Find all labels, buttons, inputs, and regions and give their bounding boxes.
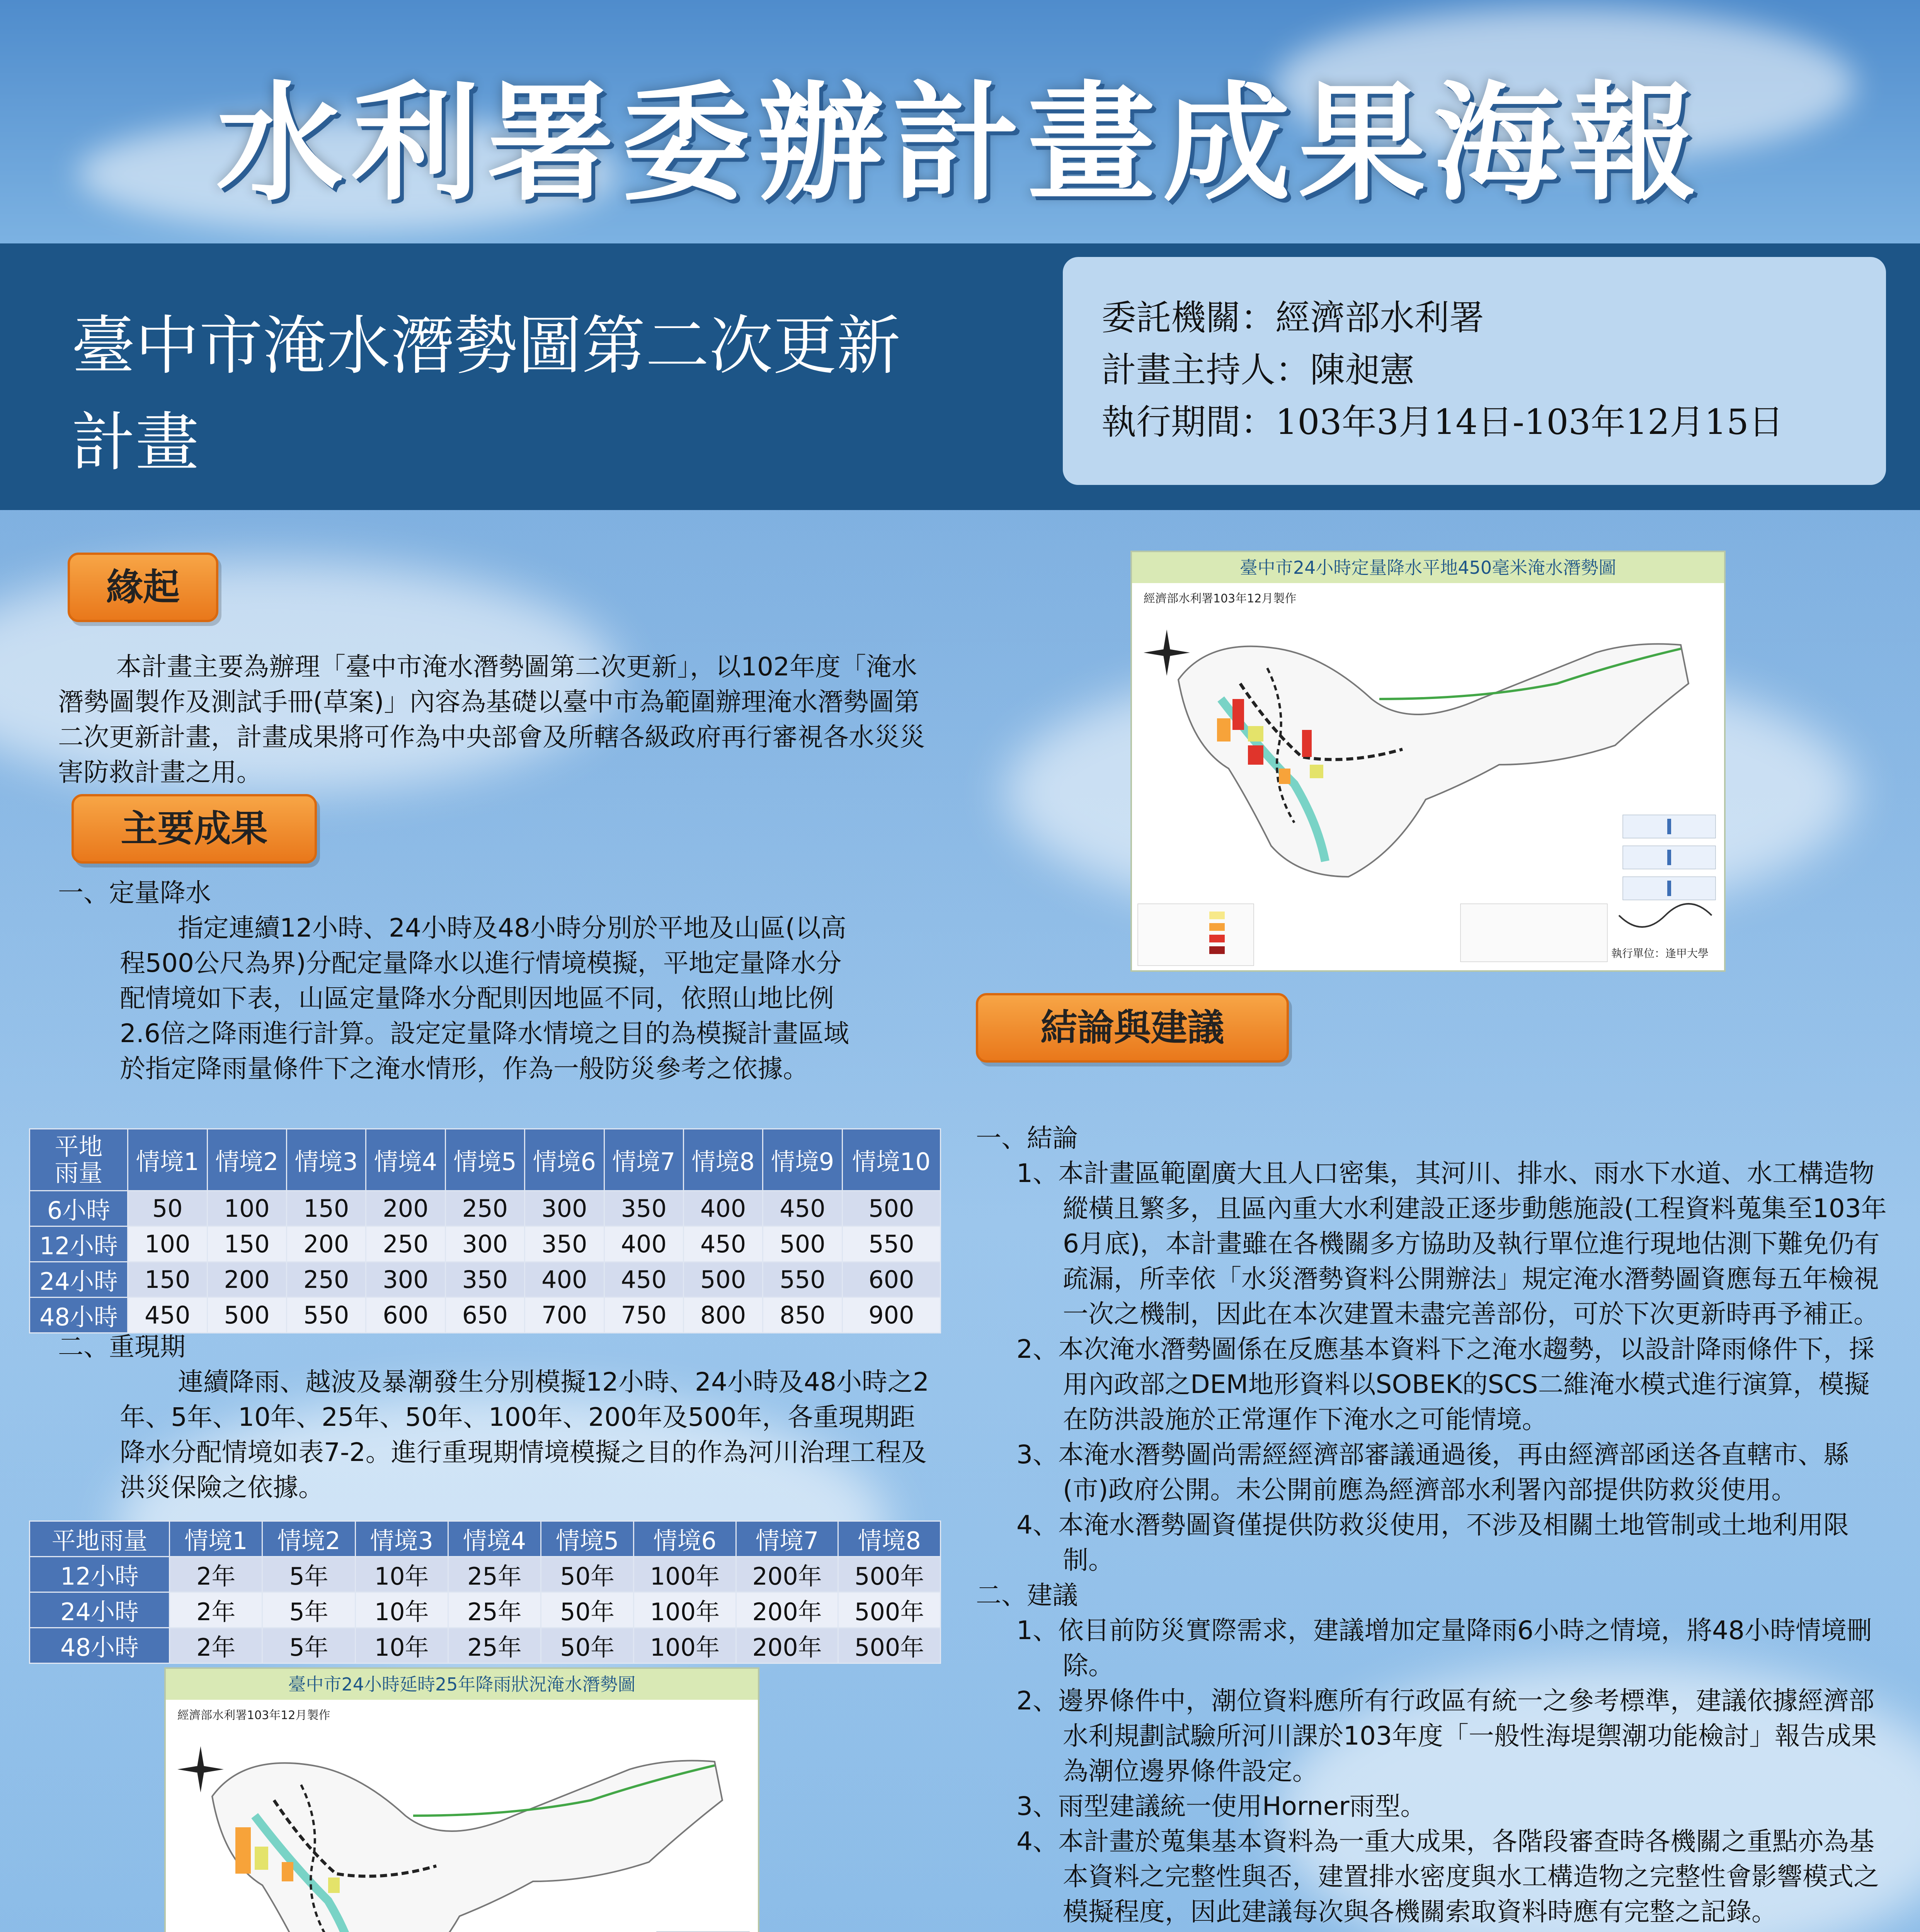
suggestion-heading: 二、建議 [976, 1580, 1078, 1610]
table-cell: 200年 [736, 1592, 838, 1628]
table-cell: 500年 [838, 1628, 941, 1663]
map2-subtitle: 經濟部水利署103年12月製作 [177, 1709, 330, 1722]
table-cell: 600 [366, 1298, 445, 1333]
table-cell: 400 [604, 1226, 683, 1262]
project-title: 臺中市淹水潛勢圖第二次更新計畫 [71, 309, 900, 480]
table-cell: 25年 [448, 1628, 541, 1663]
table-cell: 2年 [170, 1592, 262, 1628]
table-cell: 100 [207, 1191, 286, 1226]
table-cell: 200 [366, 1191, 445, 1226]
table-cell: 100年 [634, 1628, 736, 1663]
table2-header: 情境1 [170, 1521, 262, 1557]
table-row [30, 1226, 941, 1262]
table-cell: 100年 [634, 1592, 736, 1628]
period-line: 執行期間：103年3月14日-103年12月15日 [1101, 402, 1784, 442]
return-period-heading: 二、重現期 [58, 1332, 186, 1362]
table-cell: 25年 [448, 1557, 541, 1592]
table1-header: 情境7 [604, 1129, 683, 1191]
table-cell: 750 [604, 1298, 683, 1333]
table1-corner-line1: 平地 [54, 1132, 103, 1161]
table-cell: 50 [128, 1191, 207, 1226]
table1-corner-line2: 雨量 [54, 1158, 103, 1187]
table-cell: 100年 [634, 1557, 736, 1592]
table-cell: 10年 [355, 1628, 448, 1663]
row-label: 48小時 [30, 1298, 128, 1333]
table-cell: 250 [445, 1191, 524, 1226]
table1-header: 情境4 [366, 1129, 445, 1191]
map1-title: 臺中市24小時定量降水平地450毫米淹水潛勢圖 [1132, 552, 1724, 583]
table1-header: 情境10 [842, 1129, 940, 1191]
row-label: 12小時 [30, 1557, 170, 1592]
row-label: 6小時 [30, 1191, 128, 1226]
table-cell: 150 [286, 1191, 366, 1226]
table-cell: 500 [683, 1262, 763, 1298]
table-cell: 400 [525, 1262, 604, 1298]
table-cell: 550 [842, 1226, 940, 1262]
flood-map-450mm [1130, 551, 1726, 972]
conclusion-item: 3、本淹水潛勢圖尚需經經濟部審議通過後，再由經濟部函送各直轄市、縣(市)政府公開。未公開前應為經濟部水利署內部提供防救災使用。 [1016, 1440, 1849, 1505]
host-line: 計畫主持人：陳昶憲 [1101, 350, 1414, 390]
flood-map-25yr [164, 1667, 759, 1932]
table2-header: 情境4 [448, 1521, 541, 1557]
agency-line: 委託機關：經濟部水利署 [1101, 298, 1484, 338]
table2-header: 情境7 [736, 1521, 838, 1557]
table-cell: 200年 [736, 1628, 838, 1663]
table-cell: 200年 [736, 1557, 838, 1592]
table-cell: 5年 [262, 1557, 355, 1592]
section-conclusion-label: 結論與建議 [976, 993, 1289, 1063]
table-cell: 850 [763, 1298, 842, 1333]
table-cell: 200 [286, 1226, 366, 1262]
return-period-text: 連續降雨、越波及暴潮發生分別模擬12小時、24小時及48小時之2年、5年、10年、25年、50年、100年、200年及500年，各重現期距降水分配情境如表7-2。進行重現期情境模擬之目的作為河川治理工程及洪災保險之依據。 [120, 1367, 929, 1502]
table-cell: 50年 [541, 1592, 634, 1628]
table2-header: 情境8 [838, 1521, 941, 1557]
table-cell: 350 [525, 1226, 604, 1262]
table-cell: 800 [683, 1298, 763, 1333]
table-cell: 650 [445, 1298, 524, 1333]
compass-icon [177, 1746, 224, 1793]
table-cell: 500 [842, 1191, 940, 1226]
table2-body [30, 1557, 941, 1663]
table-cell: 500 [763, 1226, 842, 1262]
table-cell: 25年 [448, 1592, 541, 1628]
table-cell: 350 [604, 1191, 683, 1226]
table-row [30, 1592, 941, 1628]
table-row [30, 1298, 941, 1333]
poster-title: 水利署委辦計畫成果海報 [216, 68, 1704, 218]
table1-header: 情境2 [207, 1129, 286, 1191]
table2-header: 情境2 [262, 1521, 355, 1557]
origin-text-block [58, 649, 928, 790]
row-label: 48小時 [30, 1628, 170, 1663]
table-cell: 500年 [838, 1557, 941, 1592]
table-cell: 50年 [541, 1628, 634, 1663]
table1-header: 情境9 [763, 1129, 842, 1191]
conclusion-item: 1、本計畫區範圍廣大且人口密集，其河川、排水、雨水下水道、水工構造物縱橫且繁多，且區內重大水利建設正逐步動態施設(工程資料蒐集至103年6月底)，本計畫雖在各機關多方協助及執行單位進行現地估測下難免仍有疏漏，所幸依「水災潛勢資料公開辦法」規定淹水潛勢圖資應每五年檢視一次之機制，因此在本次建置未盡完善部份，可於下次更新時再予補正。 [1016, 1158, 1887, 1329]
rain-block [58, 875, 862, 1086]
table-cell: 10年 [355, 1557, 448, 1592]
table-cell: 50年 [541, 1557, 634, 1592]
conclusion-heading: 一、結論 [976, 1123, 1078, 1153]
table1-header: 情境5 [445, 1129, 524, 1191]
table-cell: 500年 [838, 1592, 941, 1628]
table-cell: 250 [286, 1262, 366, 1298]
table-cell: 100 [128, 1226, 207, 1262]
table-row [30, 1557, 941, 1592]
table1-body [30, 1191, 941, 1333]
histogram-panels [1623, 815, 1716, 900]
table-cell: 550 [286, 1298, 366, 1333]
rainfall-scenario-table [29, 1128, 941, 1333]
table-cell: 10年 [355, 1592, 448, 1628]
conclusion-block [976, 1121, 1892, 1932]
suggestion-item [976, 1929, 1892, 1932]
suggestion-item: 2、邊界條件中，潮位資料應所有行政區有統一之參考標準，建議依據經濟部水利規劃試驗所河川課於103年度「一般性海堤禦潮功能檢討」報告成果為潮位邊界條件設定。 [1016, 1686, 1877, 1786]
legend-panel [1138, 904, 1254, 966]
conclusion-item: 2、本次淹水潛勢圖係在反應基本資料下之淹水趨勢，以設計降雨條件下，採用內政部之DEM地形資料以SOBEK的SCS二維淹水模式進行演算，模擬在防洪設施於正常運作下淹水之可能情境。 [1016, 1334, 1874, 1434]
table-cell: 2年 [170, 1557, 262, 1592]
table-row [30, 1262, 941, 1298]
row-label: 24小時 [30, 1592, 170, 1628]
table-cell: 200 [207, 1262, 286, 1298]
row-label: 24小時 [30, 1262, 128, 1298]
compass-icon [1144, 629, 1190, 676]
table-cell: 300 [366, 1262, 445, 1298]
table-cell: 450 [683, 1226, 763, 1262]
table-cell: 600 [842, 1262, 940, 1298]
table-cell: 300 [525, 1191, 604, 1226]
table-row [30, 1628, 941, 1663]
table1-header: 情境1 [128, 1129, 207, 1191]
map1-graphic [1132, 583, 1724, 969]
suggestion-item: 1、依目前防災實際需求，建議增加定量降雨6小時之情境，將48小時情境刪除。 [1016, 1616, 1872, 1680]
return-period-table [29, 1520, 941, 1664]
table1-header: 情境6 [525, 1129, 604, 1191]
section-results-label: 主要成果 [71, 794, 317, 864]
table1-corner [30, 1129, 128, 1191]
table-cell: 150 [207, 1226, 286, 1262]
map1-maker: 執行單位：逢甲大學 [1611, 947, 1709, 960]
table-cell: 350 [445, 1262, 524, 1298]
table-cell: 5年 [262, 1628, 355, 1663]
table-cell: 2年 [170, 1628, 262, 1663]
suggestion-item: 3、雨型建議統一使用Horner雨型。 [1016, 1791, 1426, 1821]
rain-text: 指定連續12小時、24小時及48小時分別於平地及山區(以高程500公尺為界)分配定量降水以進行情境模擬，平地定量降水分配情境如下表，山區定量降水分配則因地區不同，依照山地比例2.6倍之降雨進行計算。設定定量降水情境之目的為模擬計畫區域於指定降雨量條件下之淹水情形，作為一般防災參考之依據。 [120, 913, 849, 1083]
table-cell: 450 [604, 1262, 683, 1298]
table2-corner: 平地雨量 [30, 1521, 170, 1557]
map1-subtitle: 經濟部水利署103年12月製作 [1144, 592, 1297, 605]
return-period-block [58, 1329, 931, 1505]
table-cell: 900 [842, 1298, 940, 1333]
table-row [30, 1191, 941, 1226]
section-origin-label: 緣起 [68, 553, 218, 622]
table2-header: 情境6 [634, 1521, 736, 1557]
table-cell: 5年 [262, 1592, 355, 1628]
table1-header: 情境3 [286, 1129, 366, 1191]
rain-heading: 一、定量降水 [58, 878, 211, 908]
table1-header: 情境8 [683, 1129, 763, 1191]
origin-text: 本計畫主要為辦理「臺中市淹水潛勢圖第二次更新」，以102年度「淹水潛勢圖製作及測試手冊(草案)」內容為基礎以臺中市為範圍辦理淹水潛勢圖第二次更新計畫，計畫成果將可作為中央部會及所轄各級政府再行審視各水災災害防救計畫之用。 [58, 652, 925, 787]
conclusion-item: 4、本淹水潛勢圖資僅提供防救災使用，不涉及相關土地管制或土地利用限制。 [1016, 1510, 1849, 1575]
table-cell: 150 [128, 1262, 207, 1298]
table-cell: 700 [525, 1298, 604, 1333]
map2-title: 臺中市24小時延時25年降雨狀況淹水潛勢圖 [166, 1669, 758, 1700]
table-cell: 500 [207, 1298, 286, 1333]
row-label: 12小時 [30, 1226, 128, 1262]
suggestion-item: 4、本計畫於蒐集基本資料為一重大成果，各階段審查時各機關之重點亦為基本資料之完整性與否，建置排水密度與水工構造物之完整性會影響模式之模擬程度，因此建議每次與各機關索取資料時應有完整之記錄。 [1016, 1827, 1879, 1927]
info-box [1063, 257, 1886, 485]
table-cell: 300 [445, 1226, 524, 1262]
table-cell: 400 [683, 1191, 763, 1226]
map2-graphic [166, 1700, 758, 1932]
table-cell: 250 [366, 1226, 445, 1262]
table-cell: 450 [763, 1191, 842, 1226]
table-cell: 450 [128, 1298, 207, 1333]
table-cell: 550 [763, 1262, 842, 1298]
table2-header: 情境5 [541, 1521, 634, 1557]
table2-header: 情境3 [355, 1521, 448, 1557]
